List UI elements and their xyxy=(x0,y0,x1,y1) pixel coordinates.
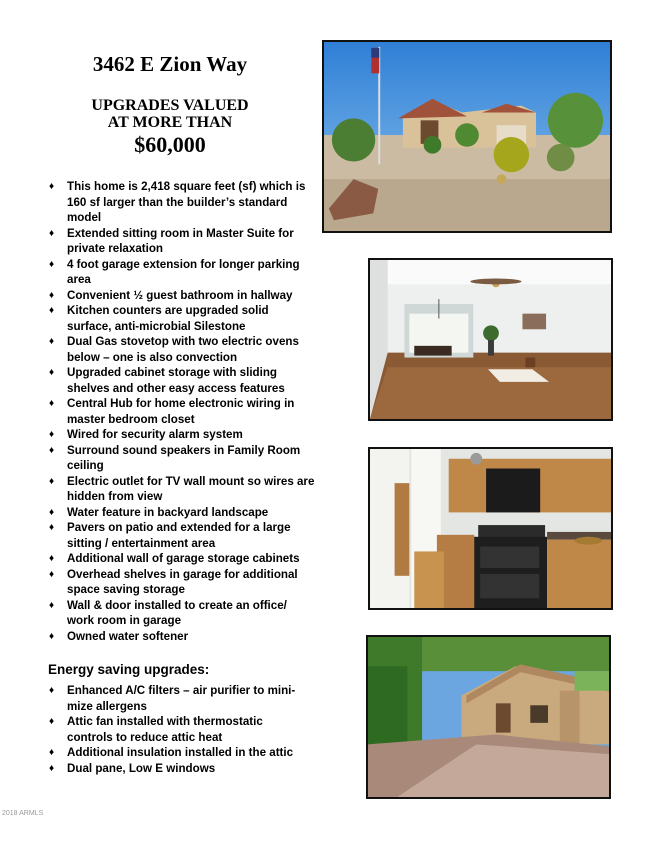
bullet-diamond-icon: ♦ xyxy=(49,181,55,192)
list-item-text: Kitchen counters are upgraded solid surface, anti-microbial Silestone xyxy=(67,304,269,333)
list-item xyxy=(46,683,296,714)
list-item-text: Dual pane, Low E windows xyxy=(67,761,216,775)
list-item xyxy=(46,427,316,443)
list-item-text: Attic fan installed with thermostatic controls to reduce attic heat xyxy=(67,715,263,744)
bullet-diamond-icon: ♦ xyxy=(49,747,55,758)
list-item xyxy=(46,714,296,745)
bullet-diamond-icon: ♦ xyxy=(49,553,55,564)
list-item-text: Pavers on patio and extended for a large sitting / entertainment area xyxy=(67,521,291,550)
photo-kitchen xyxy=(368,447,613,610)
list-item-text: Dual Gas stovetop with two electric ovens below – one is also convection xyxy=(67,335,299,364)
list-item-text: 4 foot garage extension for longer parking area xyxy=(67,257,300,286)
list-item-text: Electric outlet for TV wall mount so wires are hidden from view xyxy=(67,474,315,503)
list-item xyxy=(46,745,296,761)
list-item xyxy=(46,226,316,257)
property-address: 3462 E Zion Way xyxy=(92,52,248,76)
bullet-diamond-icon: ♦ xyxy=(49,444,55,456)
energy-list xyxy=(46,683,296,776)
list-item-text: This home is 2,418 square feet (sf) which is 160 sf larger than the builder’s standard model xyxy=(67,180,306,224)
upgrades-heading xyxy=(60,97,280,131)
list-item xyxy=(46,257,316,288)
list-item-text: Surround sound speakers in Family Room ceiling xyxy=(67,443,301,472)
list-item xyxy=(46,551,316,567)
list-item-text: Additional insulation installed in the attic xyxy=(67,746,294,759)
list-item-text: Wall & door installed to create an office/ work room in garage xyxy=(67,598,287,627)
bullet-diamond-icon: ♦ xyxy=(49,258,55,270)
feature-list xyxy=(46,179,316,644)
list-item xyxy=(46,365,316,396)
upgrades-line-2: AT MORE THAN xyxy=(107,114,233,131)
bullet-diamond-icon: ♦ xyxy=(49,289,55,301)
list-item xyxy=(46,443,316,474)
bullet-diamond-icon: ♦ xyxy=(49,716,55,727)
list-item xyxy=(46,567,316,598)
bullet-diamond-icon: ♦ xyxy=(49,685,55,696)
upgrades-amount: $60,000 xyxy=(134,132,206,157)
bullet-diamond-icon: ♦ xyxy=(49,630,55,642)
list-item-text: Enhanced A/C filters – air purifier to mini-mize allergens xyxy=(67,684,296,713)
bullet-diamond-icon: ♦ xyxy=(49,429,55,440)
photo-backyard-patio xyxy=(366,635,611,799)
list-item-text: Owned water softener xyxy=(67,629,189,643)
list-item xyxy=(46,505,316,521)
list-item xyxy=(46,598,316,629)
bullet-diamond-icon: ♦ xyxy=(49,506,55,518)
list-item xyxy=(46,179,316,226)
bullet-diamond-icon: ♦ xyxy=(49,568,55,580)
bullet-diamond-icon: ♦ xyxy=(49,227,55,239)
list-item xyxy=(46,303,316,334)
upgrades-line-1: UPGRADES VALUED xyxy=(91,97,249,114)
bullet-diamond-icon: ♦ xyxy=(49,305,55,316)
list-item xyxy=(46,474,316,505)
bullet-diamond-icon: ♦ xyxy=(49,762,55,774)
bullet-diamond-icon: ♦ xyxy=(49,475,55,487)
list-item-text: Additional wall of garage storage cabinets xyxy=(67,552,300,565)
list-item xyxy=(46,334,316,365)
bullet-diamond-icon: ♦ xyxy=(49,367,55,378)
list-item xyxy=(46,396,316,427)
list-item-text: Upgraded cabinet storage with sliding shelves and other easy access features xyxy=(67,366,285,395)
list-item xyxy=(46,761,296,777)
list-item xyxy=(46,288,316,304)
watermark: 2018 ARMLS xyxy=(2,810,44,817)
photo-home-exterior xyxy=(322,40,612,233)
energy-heading: Energy saving upgrades: xyxy=(48,662,210,677)
list-item-text: Convenient ½ guest bathroom in hallway xyxy=(67,288,293,302)
list-item xyxy=(46,520,316,551)
photo-living-room xyxy=(368,258,613,421)
list-item-text: Water feature in backyard landscape xyxy=(67,505,269,519)
bullet-diamond-icon: ♦ xyxy=(49,336,55,347)
list-item xyxy=(46,629,316,645)
bullet-diamond-icon: ♦ xyxy=(49,398,55,409)
list-item-text: Wired for security alarm system xyxy=(67,428,243,441)
list-item-text: Extended sitting room in Master Suite for private relaxation xyxy=(67,226,294,255)
bullet-diamond-icon: ♦ xyxy=(49,522,55,533)
list-item-text: Overhead shelves in garage for additional space saving storage xyxy=(67,567,298,596)
list-item-text: Central Hub for home electronic wiring in master bedroom closet xyxy=(67,397,295,426)
bullet-diamond-icon: ♦ xyxy=(49,599,55,611)
